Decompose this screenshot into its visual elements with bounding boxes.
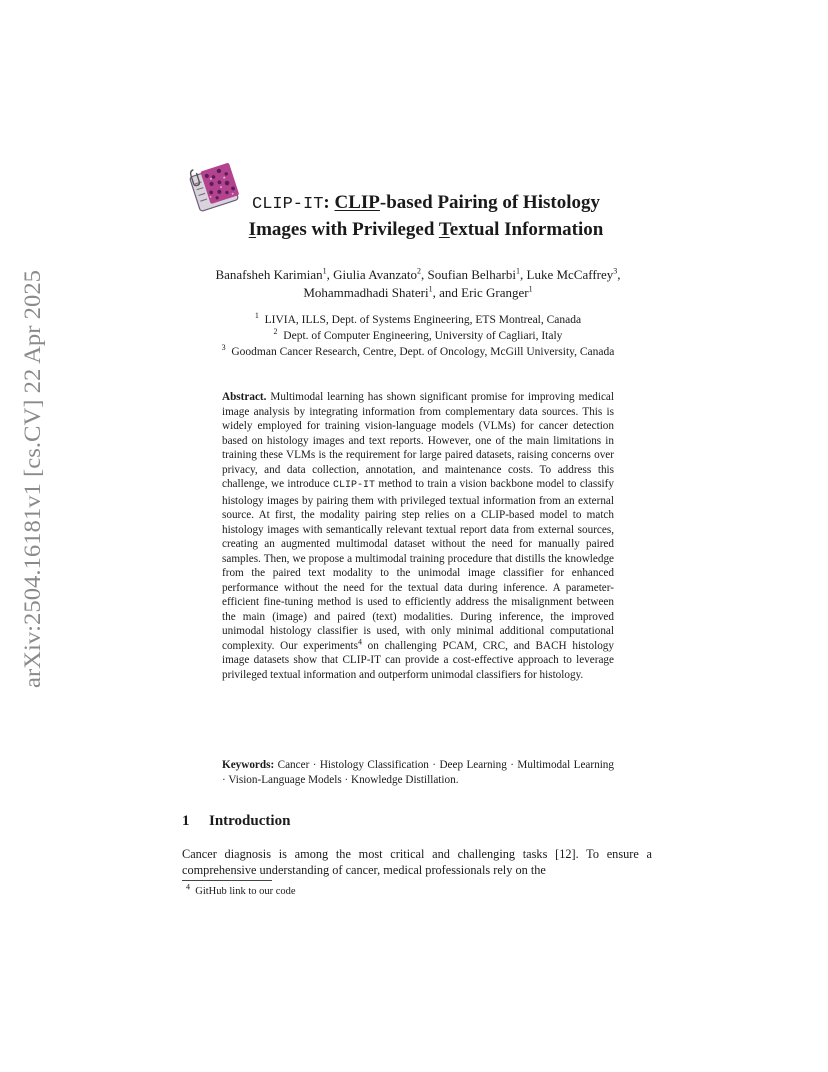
affiliation-sup: 2 bbox=[273, 327, 278, 337]
affiliation-line bbox=[150, 312, 686, 328]
title-line2-a: mages with Privileged bbox=[256, 219, 439, 240]
footnote-link-text[interactable]: GitHub link to our code bbox=[195, 886, 296, 897]
author-separator: , bbox=[617, 267, 621, 282]
abstract-text: on challenging PCAM, CRC, and BACH histology image datasets show that CLIP-IT can provide a cost-effective approach to leverage privileged textual information and outperform unimodal classifiers for histology. bbox=[222, 639, 614, 681]
author-name: , Giulia Avanzato bbox=[326, 267, 418, 282]
affiliations bbox=[150, 312, 686, 360]
keywords-label: Keywords: bbox=[222, 759, 275, 771]
title-line1-rest: -based Pairing of Histology bbox=[379, 192, 600, 213]
title-t-letter: T bbox=[438, 219, 450, 240]
abstract-label: Abstract. bbox=[222, 391, 267, 403]
affiliation-text: LIVIA, ILLS, Dept. of Systems Engineering, ETS Montreal, Canada bbox=[264, 314, 582, 326]
title-line2-b: extual Information bbox=[449, 219, 604, 240]
author-name: , and Eric Granger bbox=[432, 285, 529, 300]
affiliation-text: Goodman Cancer Research, Centre, Dept. of Oncology, McGill University, Canada bbox=[231, 346, 615, 358]
author-affil-sup: 1 bbox=[428, 284, 433, 294]
keywords bbox=[222, 758, 614, 787]
abstract bbox=[222, 390, 614, 682]
author-affil-sup: 1 bbox=[516, 266, 521, 276]
author-affil-sup: 3 bbox=[613, 266, 618, 276]
section-heading bbox=[182, 813, 290, 830]
affiliation-sup: 3 bbox=[221, 343, 226, 353]
author-name: , Luke McCaffrey bbox=[520, 267, 614, 282]
author-affil-sup: 1 bbox=[322, 266, 327, 276]
footnote-sup: 4 bbox=[186, 882, 190, 892]
affiliation-sup: 1 bbox=[254, 311, 259, 321]
paper-title bbox=[196, 190, 656, 242]
intro-paragraph: Cancer diagnosis is among the most critical and challenging tasks [12]. To ensure a comprehensive understanding of cancer, medical professionals rely on the bbox=[182, 847, 652, 877]
author-affil-sup: 1 bbox=[528, 284, 533, 294]
footnote-marker[interactable]: 4 bbox=[357, 636, 362, 646]
title-system-name: CLIP-IT bbox=[252, 195, 324, 214]
author-list bbox=[150, 266, 686, 302]
arxiv-id-text: arXiv:2504.16181v1 [cs.CV] 22 Apr 2025 bbox=[20, 298, 45, 688]
title-clip-word: CLIP bbox=[334, 192, 380, 213]
title-i-letter: I bbox=[248, 219, 257, 240]
affiliation-text: Dept. of Computer Engineering, University of Cagliari, Italy bbox=[283, 330, 563, 342]
arxiv-identifier-stamp bbox=[10, 268, 54, 688]
footnote-rule bbox=[182, 880, 272, 881]
title-colon: : bbox=[323, 192, 330, 213]
author-name: Banafsheh Karimian bbox=[215, 267, 323, 282]
author-name: Mohammadhadi Shateri bbox=[303, 285, 429, 300]
abstract-method-name: CLIP-IT bbox=[333, 480, 376, 491]
author-affil-sup: 2 bbox=[417, 266, 422, 276]
affiliation-line bbox=[150, 328, 686, 344]
author-name: , Soufian Belharbi bbox=[421, 267, 517, 282]
footnote bbox=[186, 882, 296, 899]
keywords-text: Cancer · Histology Classification · Deep Learning · Multimodal Learning · Vision-Language Models · Knowledge Distillation. bbox=[222, 759, 614, 786]
section-title: Introduction bbox=[209, 813, 291, 829]
abstract-text: method to train a vision backbone model to classify histology images by pairing them with privileged textual information from an external source. At first, the modality pairing step relies on a CLIP-based model to match histology images with semantically relevant textual report data from external sources, creating an augmented multimodal dataset without the need for manually paired samples. Then, we propose a multimodal training procedure that distills the knowledge from the paired text modality to the unimodal image classifier for enhanced performance without the need for the textual data during inference. A parameter-efficient fine-tuning method is used to efficiently address the misalignment between the main (image) and paired (text) modalities. During inference, the improved unimodal histology classifier is used, with only minimal additional computational complexity. Our experiments bbox=[222, 478, 614, 652]
affiliation-line bbox=[150, 344, 686, 360]
section-number: 1 bbox=[182, 813, 190, 829]
abstract-text: Multimodal learning has shown significant promise for improving medical image analysis by integrating information from complementary data sources. This is widely employed for training vision-language models (VLMs) for cancer detection based on histology images and text reports. However, one of the main limitations in training these VLMs is the requirement for large paired datasets, raising concerns over privacy, and data collection, annotation, and maintenance costs. To address this challenge, we introduce bbox=[222, 391, 614, 490]
